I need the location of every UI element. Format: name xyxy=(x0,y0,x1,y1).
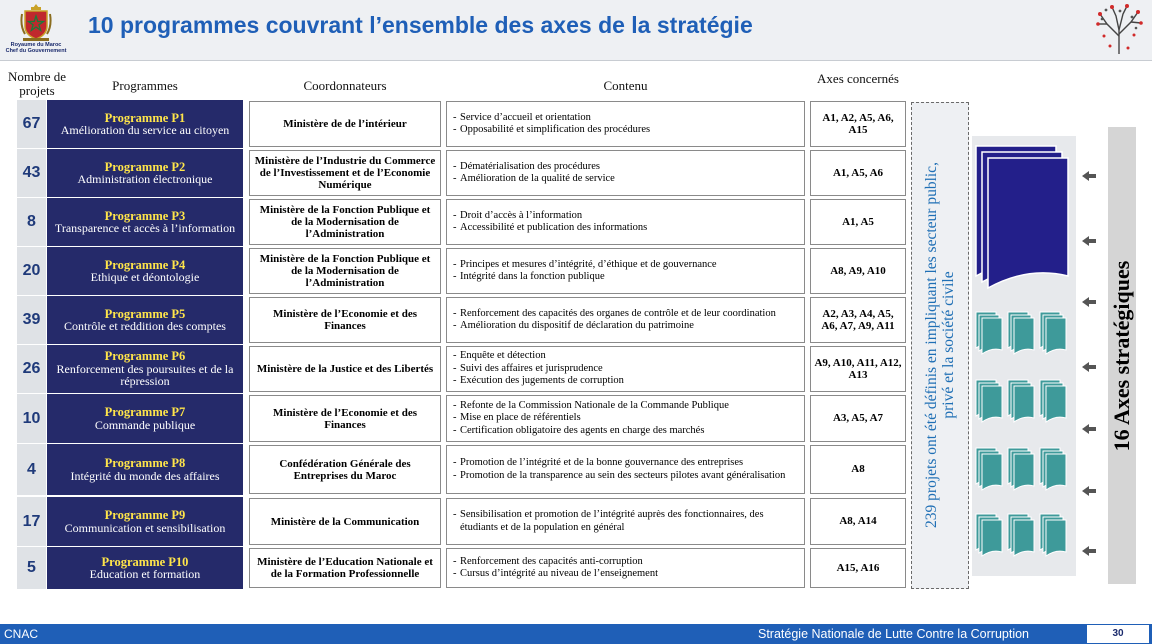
program-cell xyxy=(47,547,243,589)
content-cell xyxy=(446,498,805,545)
project-count: 17 xyxy=(17,497,46,546)
content-item: - Promotion de l’intégrité et de la bonne gouvernance des entreprises xyxy=(453,457,744,468)
arrow-left-icon xyxy=(1082,297,1096,307)
small-document-stack-icons xyxy=(976,312,1066,556)
program-cell xyxy=(47,100,243,148)
program-subtitle: Amélioration du service au citoyen xyxy=(60,123,230,137)
project-count: 4 xyxy=(17,444,46,495)
program-subtitle: Communication et sensibilisation xyxy=(64,520,226,535)
axes-cell: A8, A14 xyxy=(810,498,906,545)
project-count: 39 xyxy=(17,296,46,344)
program-cell xyxy=(47,444,243,495)
content-cell xyxy=(446,297,805,343)
documents-illustration xyxy=(970,136,1080,586)
program-cell xyxy=(47,394,243,443)
col-header-programmes: Programmes xyxy=(112,78,178,93)
content-item: - Suivi des affaires et jurisprudence xyxy=(453,362,603,374)
axes-cell: A2, A3, A4, A5, A6, A7, A9, A11 xyxy=(810,297,906,343)
program-cell xyxy=(47,345,243,393)
tree-logo-icon xyxy=(1090,2,1148,56)
arrow-left-icon xyxy=(1082,486,1096,496)
arrow-left-icon xyxy=(1082,236,1096,246)
project-count: 67 xyxy=(17,100,46,148)
program-name: Programme P10 xyxy=(101,554,189,569)
program-subtitle: Renforcement des poursuites et de la répression xyxy=(56,361,234,389)
program-subtitle: Contrôle et reddition des comptes xyxy=(64,319,226,333)
arrow-left-icon xyxy=(1082,362,1096,372)
program-subtitle: Intégrité du monde des affaires xyxy=(70,468,220,483)
content-cell xyxy=(446,101,805,147)
project-count: 5 xyxy=(17,547,46,589)
axes-strategic-label: 16 Axes stratégiques xyxy=(1109,260,1134,452)
coordinator-cell: Ministère de de l’intérieur xyxy=(249,101,441,147)
logo-caption-line1: Royaume du Maroc xyxy=(10,42,62,48)
government-logo xyxy=(4,2,68,58)
coordinator-cell: Ministère de l’Industrie du Commerce de l’Investissement et de l’Economie Numérique xyxy=(249,150,441,196)
content-cell xyxy=(446,445,805,494)
coordinator-cell: Ministère de la Communication xyxy=(249,498,441,545)
content-item: - Certification obligatoire des agents en charge des marchés xyxy=(453,424,705,436)
program-name: Programme P7 xyxy=(104,405,186,419)
content-cell xyxy=(446,199,805,245)
header-divider xyxy=(0,60,1152,61)
program-subtitle: Education et formation xyxy=(89,567,201,581)
content-item: - Renforcement des capacités anti-corruption xyxy=(453,555,643,567)
project-count: 20 xyxy=(17,247,46,295)
arrow-left-icon xyxy=(1082,424,1096,434)
col-header-contenu: Contenu xyxy=(603,78,648,93)
project-count: 10 xyxy=(17,394,46,443)
content-item: - Service d’accueil et orientation xyxy=(453,111,591,123)
program-cell xyxy=(47,247,243,295)
coordinator-cell: Confédération Générale des Entreprises du Maroc xyxy=(249,445,441,494)
axes-cell: A9, A10, A11, A12, A13 xyxy=(810,346,906,392)
program-subtitle: Commande publique xyxy=(94,417,196,432)
content-item: - Principes et mesures d’intégrité, d’éthique et de gouvernance xyxy=(453,258,717,270)
crest-icon xyxy=(19,2,53,42)
content-item: - Enquête et détection xyxy=(453,350,546,362)
project-count: 8 xyxy=(17,198,46,246)
content-item: - Accessibilité et publication des informations xyxy=(453,222,648,233)
page-title: 10 programmes couvrant l’ensemble des axes de la stratégie xyxy=(88,12,753,38)
col-header-axes: Axes concernés xyxy=(817,71,899,86)
program-cell xyxy=(47,198,243,246)
program-subtitle: Transparence et accès à l’information xyxy=(54,221,236,235)
footer-title: Stratégie Nationale de Lutte Contre la Corruption xyxy=(758,627,1029,641)
content-item: - Opposabilité et simplification des procédures xyxy=(453,124,651,135)
program-subtitle: Ethique et déontologie xyxy=(90,270,200,284)
content-cell xyxy=(446,248,805,294)
project-count: 43 xyxy=(17,149,46,197)
axes-cell: A8, A9, A10 xyxy=(810,248,906,294)
program-name: Programme P8 xyxy=(104,456,186,470)
program-name: Programme P9 xyxy=(104,508,186,522)
content-item: - Sensibilisation et promotion de l’intégrité auprès des fonctionnaires, des étudiants et de la population en général xyxy=(453,509,764,533)
content-cell xyxy=(446,395,805,442)
program-name: Programme P4 xyxy=(104,257,186,272)
program-name: Programme P6 xyxy=(104,349,186,364)
program-name: Programme P3 xyxy=(104,208,186,223)
program-cell xyxy=(47,296,243,344)
content-item: - Renforcement des capacités des organes de contrôle et de leur coordination xyxy=(453,307,776,319)
coordinator-cell: Ministère de l’Economie et des Finances xyxy=(249,395,441,442)
project-count: 26 xyxy=(17,345,46,393)
program-name: Programme P5 xyxy=(104,306,186,321)
content-item: - Cursus d’intégrité au niveau de l’enseignement xyxy=(453,568,658,579)
program-name: Programme P2 xyxy=(104,159,186,174)
axes-cell: A1, A5, A6 xyxy=(810,150,906,196)
coordinator-cell: Ministère de l’Education Nationale et de la Formation Professionnelle xyxy=(249,548,441,588)
content-item: - Refonte de la Commission Nationale de la Commande Publique xyxy=(453,399,729,411)
logo-caption-line2: Chef du Gouvernement xyxy=(5,48,67,54)
arrow-left-icon xyxy=(1082,546,1096,556)
coordinator-cell: Ministère de l’Economie et des Finances xyxy=(249,297,441,343)
axes-cell: A8 xyxy=(810,445,906,494)
content-cell xyxy=(446,150,805,196)
content-item: - Amélioration de la qualité de service xyxy=(453,173,615,184)
axes-cell: A1, A5 xyxy=(810,199,906,245)
axes-cell: A15, A16 xyxy=(810,548,906,588)
main-document-stack-icon xyxy=(976,146,1068,288)
content-item: - Mise en place de référentiels xyxy=(453,412,581,424)
axes-cell: A3, A5, A7 xyxy=(810,395,906,442)
col-header-coordonnateurs: Coordonnateurs xyxy=(303,78,387,93)
program-name: Programme P1 xyxy=(104,110,186,125)
content-item: - Exécution des jugements de corruption xyxy=(453,375,624,387)
program-cell xyxy=(47,149,243,197)
content-item: - Amélioration du dispositif de déclaration du patrimoine xyxy=(453,320,694,331)
content-item: - Dématérialisation des procédures xyxy=(453,160,600,172)
content-cell xyxy=(446,346,805,392)
coordinator-cell: Ministère de la Fonction Publique et de la Modernisation de l’Administration xyxy=(249,199,441,245)
program-cell xyxy=(47,497,243,546)
axes-cell: A1, A2, A5, A6, A15 xyxy=(810,101,906,147)
content-item: - Promotion de la transparence au sein des secteurs pilotes avant généralisation xyxy=(453,469,786,481)
program-subtitle: Administration électronique xyxy=(77,172,213,186)
content-cell xyxy=(446,548,805,588)
coordinator-cell: Ministère de la Justice et des Libertés xyxy=(249,346,441,392)
arrow-left-icon xyxy=(1082,171,1096,181)
content-item: - Intégrité dans la fonction publique xyxy=(453,271,605,282)
content-item: - Droit d’accès à l’information xyxy=(453,209,583,221)
footer-org: CNAC xyxy=(4,627,39,641)
coordinator-cell: Ministère de la Fonction Publique et de la Modernisation de l’Administration xyxy=(249,248,441,294)
projects-summary-text: 239 projets ont été définis en impliquant les secteur public, privé et la société civile xyxy=(923,162,957,528)
page-number: 30 xyxy=(1087,625,1149,643)
col-header-nombre: Nombre de projets xyxy=(7,69,67,98)
